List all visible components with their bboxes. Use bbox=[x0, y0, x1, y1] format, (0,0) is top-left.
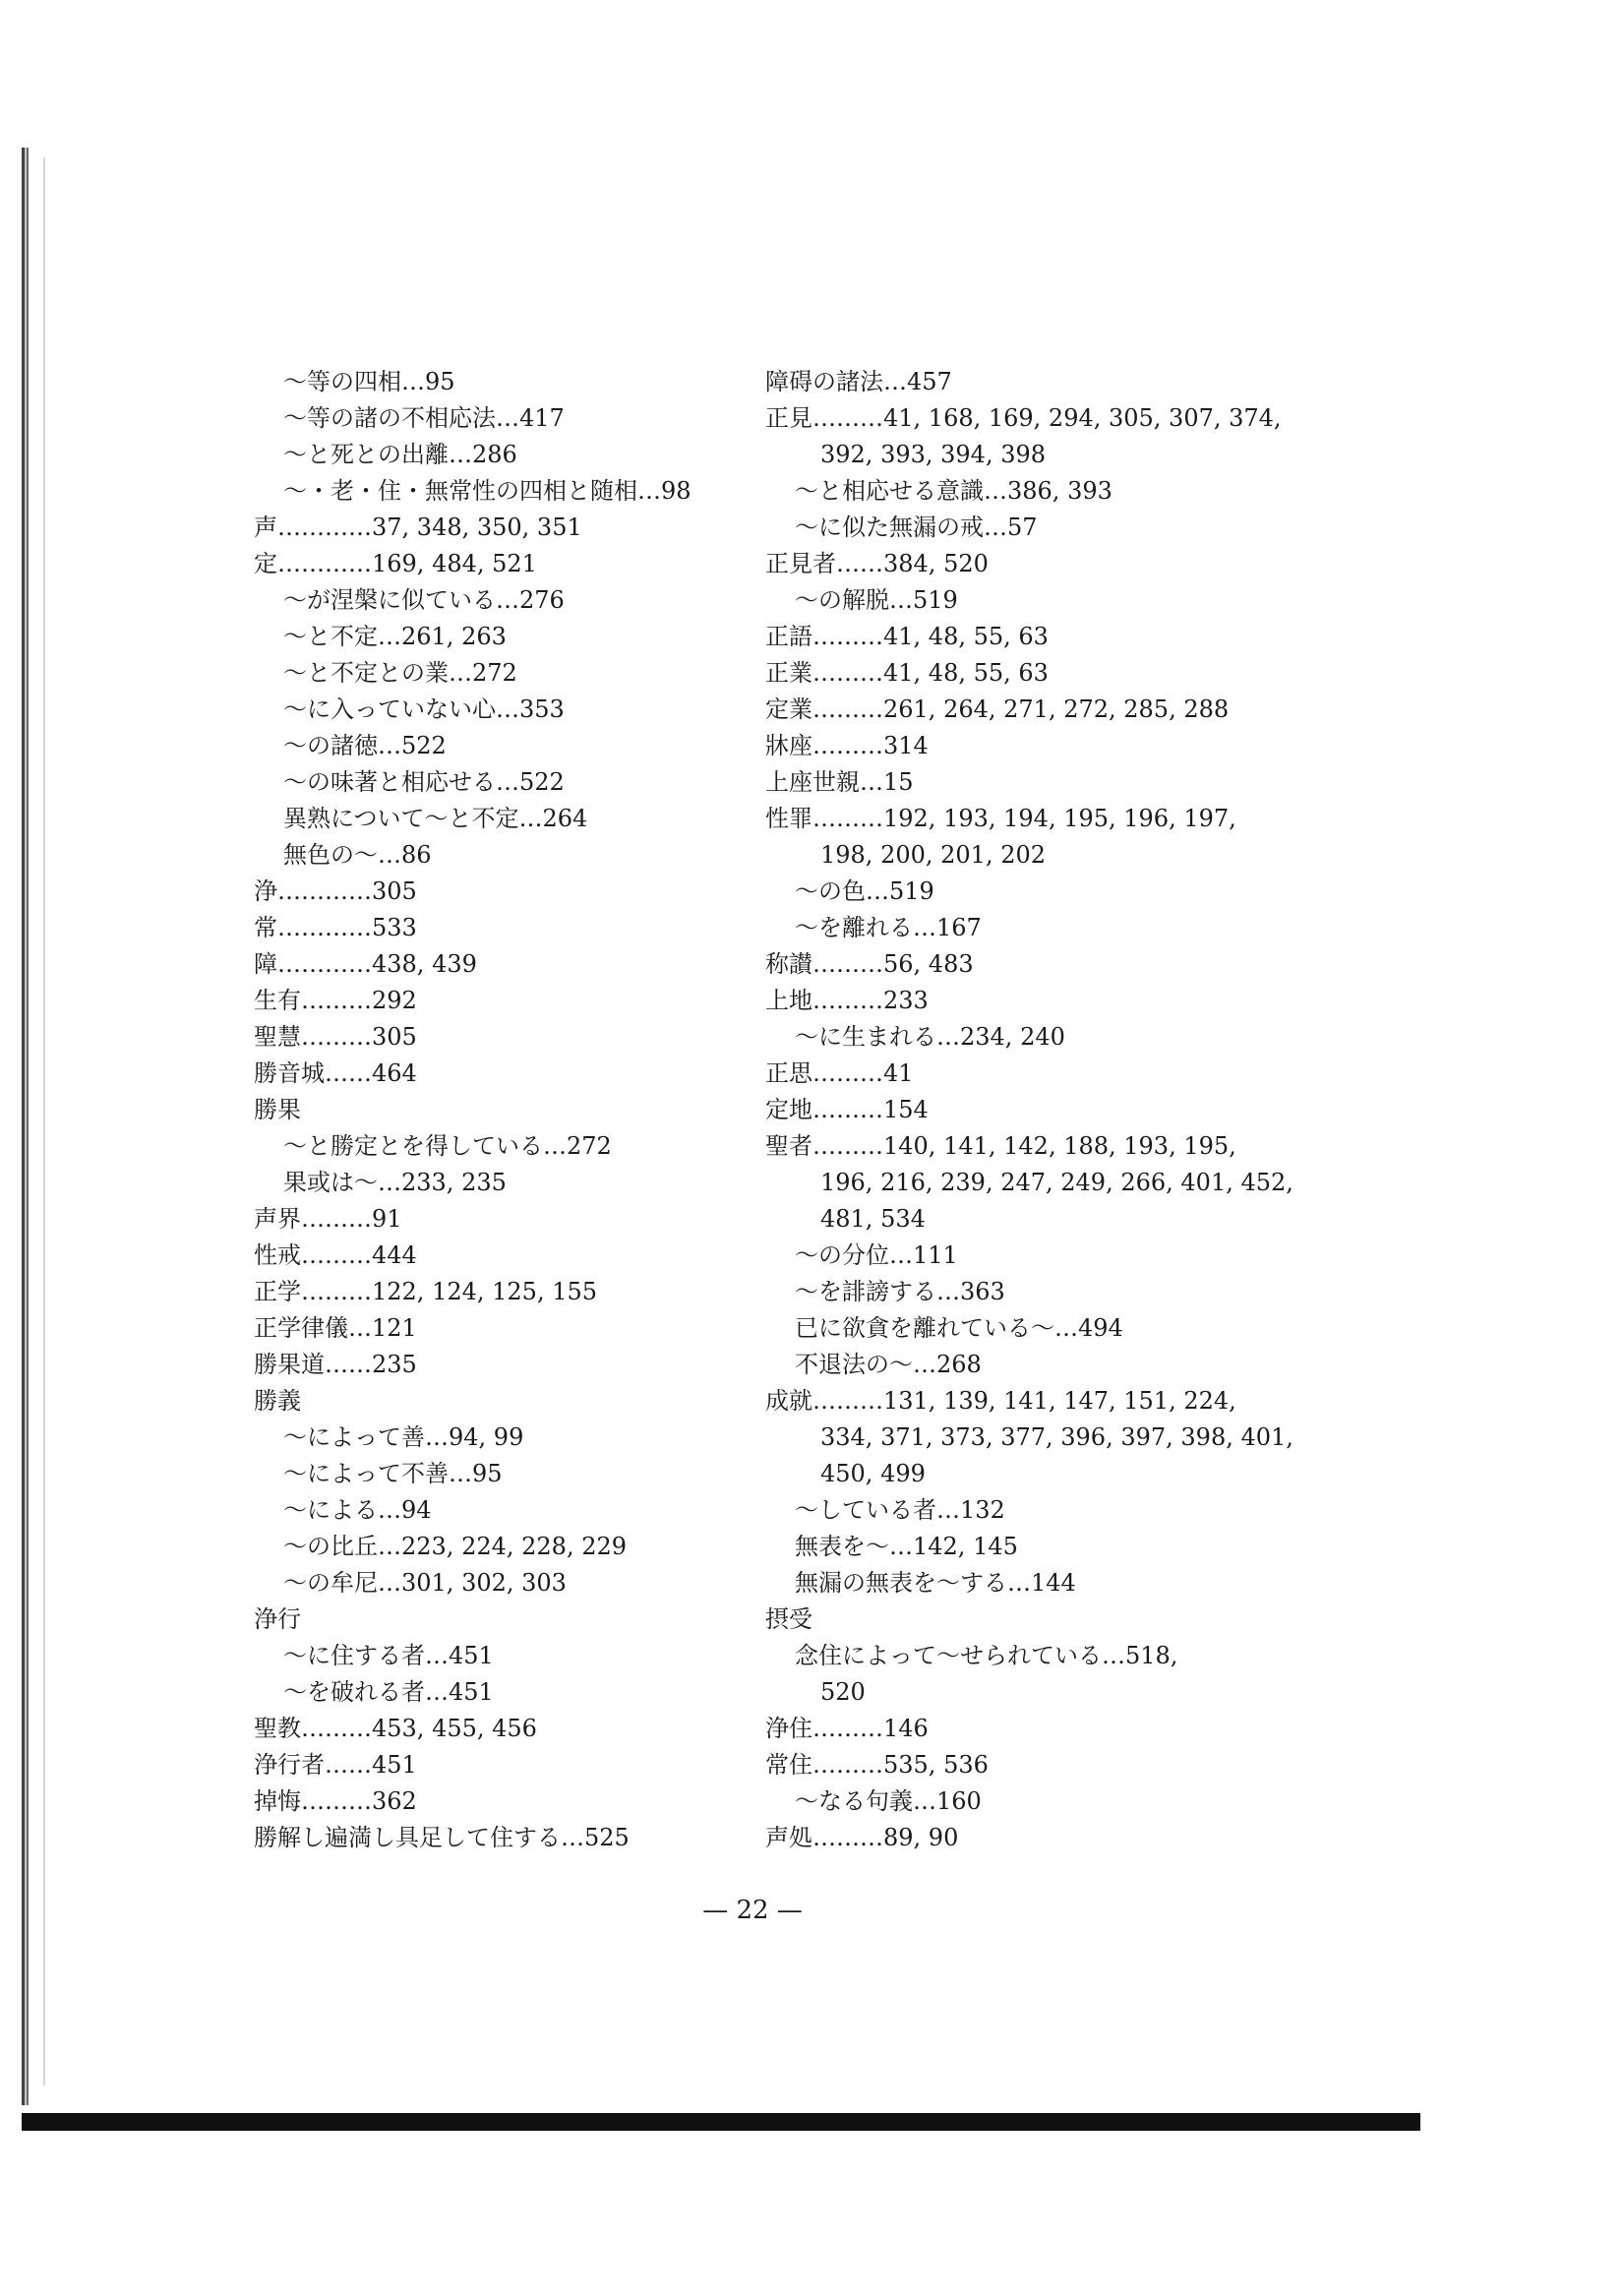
index-subentry: 無表を～…142, 145 bbox=[795, 1533, 1018, 1560]
index-subentry: ～と相応せる意識…386, 393 bbox=[795, 477, 1113, 505]
index-entry: 正学………122, 124, 125, 155 bbox=[254, 1278, 598, 1305]
index-subentry: 不退法の～…268 bbox=[795, 1351, 982, 1378]
index-subentry: 異熟について～と不定…264 bbox=[283, 805, 588, 832]
index-entry: 声…………37, 348, 350, 351 bbox=[254, 514, 582, 541]
index-column-left bbox=[254, 364, 805, 1856]
index-continuation: 520 bbox=[820, 1678, 866, 1706]
index-subentry: 已に欲貪を離れている～…494 bbox=[795, 1314, 1123, 1342]
index-entry: 聖慧………305 bbox=[254, 1023, 417, 1051]
index-entry: 定業………261, 264, 271, 272, 285, 288 bbox=[765, 695, 1230, 723]
index-entry: 聖者………140, 141, 142, 188, 193, 195, bbox=[765, 1132, 1236, 1160]
index-entry: 正見………41, 168, 169, 294, 305, 307, 374, bbox=[765, 404, 1282, 432]
index-subentry: ～の比丘…223, 224, 228, 229 bbox=[283, 1533, 628, 1560]
index-entry: 声処………89, 90 bbox=[765, 1824, 959, 1851]
index-entry: 正業………41, 48, 55, 63 bbox=[765, 659, 1049, 687]
index-subentry: ～している者…132 bbox=[795, 1496, 1005, 1524]
index-continuation: 196, 216, 239, 247, 249, 266, 401, 452, bbox=[820, 1169, 1293, 1196]
index-entry: 障…………438, 439 bbox=[254, 950, 477, 978]
index-subentry: ～による…94 bbox=[283, 1496, 432, 1524]
index-entry: 正学律儀…121 bbox=[254, 1314, 417, 1342]
scan-binding-shadow bbox=[43, 157, 45, 2085]
index-entry: 障碍の諸法…457 bbox=[765, 368, 952, 395]
index-entry: 正思………41 bbox=[765, 1059, 914, 1087]
page-number: — 22 — bbox=[702, 1896, 803, 1925]
index-entry: 勝解し遍満し具足して住する…525 bbox=[254, 1824, 630, 1851]
index-subentry: 無漏の無表を～する…144 bbox=[795, 1569, 1076, 1597]
index-subentry: ～を離れる…167 bbox=[795, 914, 982, 941]
index-subentry: ～の牟尼…301, 302, 303 bbox=[283, 1569, 567, 1597]
index-entry: 常住………535, 536 bbox=[765, 1751, 989, 1779]
index-entry: 聖教………453, 455, 456 bbox=[254, 1715, 537, 1742]
index-subentry: ～等の四相…95 bbox=[283, 368, 455, 395]
index-entry: 摂受 bbox=[765, 1605, 812, 1633]
index-entry: 声界………91 bbox=[254, 1205, 402, 1233]
index-subentry: ～が涅槃に似ている…276 bbox=[283, 586, 565, 614]
index-entry: 成就………131, 139, 141, 147, 151, 224, bbox=[765, 1387, 1236, 1415]
index-continuation: 334, 371, 373, 377, 396, 397, 398, 401, bbox=[820, 1423, 1293, 1451]
index-entry: 浄行 bbox=[254, 1605, 301, 1633]
index-subentry: ～・老・住・無常性の四相と随相…98 bbox=[283, 477, 692, 505]
index-subentry: ～と不定…261, 263 bbox=[283, 623, 507, 650]
index-column-right bbox=[765, 364, 1316, 1856]
scan-corner-mark bbox=[1407, 2112, 1416, 2124]
index-entry: 勝果道……235 bbox=[254, 1351, 417, 1378]
index-continuation: 392, 393, 394, 398 bbox=[820, 441, 1047, 468]
index-subentry: ～と不定との業…272 bbox=[283, 659, 517, 687]
index-entry: 浄行者……451 bbox=[254, 1751, 417, 1779]
index-continuation: 481, 534 bbox=[820, 1205, 926, 1233]
index-subentry: ～等の諸の不相応法…417 bbox=[283, 404, 565, 432]
index-subentry: ～の分位…111 bbox=[795, 1241, 958, 1269]
index-entry: 定地………154 bbox=[765, 1096, 929, 1123]
index-subentry: ～の色…519 bbox=[795, 877, 934, 905]
index-entry: 称讃………56, 483 bbox=[765, 950, 974, 978]
index-entry: 勝音城……464 bbox=[254, 1059, 417, 1087]
index-subentry: ～によって善…94, 99 bbox=[283, 1423, 524, 1451]
index-subentry: ～を破れる者…451 bbox=[283, 1678, 494, 1706]
index-entry: 正語………41, 48, 55, 63 bbox=[765, 623, 1049, 650]
index-entry: 掉悔………362 bbox=[254, 1787, 417, 1815]
index-subentry: 無色の～…86 bbox=[283, 841, 432, 869]
index-subentry: ～と勝定とを得している…272 bbox=[283, 1132, 612, 1160]
index-entry: 上地………233 bbox=[765, 987, 929, 1014]
index-subentry: ～に入っていない心…353 bbox=[283, 695, 565, 723]
index-subentry: ～の味著と相応せる…522 bbox=[283, 768, 565, 796]
index-entry: 勝果 bbox=[254, 1096, 301, 1123]
index-subentry: 果或は～…233, 235 bbox=[283, 1169, 507, 1196]
index-entry: 浄住………146 bbox=[765, 1715, 929, 1742]
index-entry: 上座世親…15 bbox=[765, 768, 914, 796]
index-subentry: ～の諸徳…522 bbox=[283, 732, 447, 759]
index-subentry: 念住によって～せられている…518, bbox=[795, 1642, 1178, 1669]
index-entry: 性罪………192, 193, 194, 195, 196, 197, bbox=[765, 805, 1236, 832]
index-subentry: ～によって不善…95 bbox=[283, 1460, 503, 1487]
index-continuation: 450, 499 bbox=[820, 1460, 926, 1487]
index-subentry: ～に似た無漏の戒…57 bbox=[795, 514, 1038, 541]
index-subentry: ～と死との出離…286 bbox=[283, 441, 517, 468]
index-entry: 勝義 bbox=[254, 1387, 301, 1415]
index-entry: 牀座………314 bbox=[765, 732, 929, 759]
index-entry: 浄…………305 bbox=[254, 877, 417, 905]
index-subentry: ～に生まれる…234, 240 bbox=[795, 1023, 1065, 1051]
index-subentry: ～なる句義…160 bbox=[795, 1787, 982, 1815]
index-entry: 性戒………444 bbox=[254, 1241, 417, 1269]
index-continuation: 198, 200, 201, 202 bbox=[820, 841, 1047, 869]
scan-binding-edge bbox=[22, 148, 29, 2105]
index-entry: 常…………533 bbox=[254, 914, 417, 941]
index-subentry: ～を誹謗する…363 bbox=[795, 1278, 1005, 1305]
index-subentry: ～の解脱…519 bbox=[795, 586, 958, 614]
scan-bottom-edge bbox=[22, 2113, 1420, 2131]
index-entry: 定…………169, 484, 521 bbox=[254, 550, 537, 577]
index-entry: 正見者……384, 520 bbox=[765, 550, 989, 577]
index-entry: 生有………292 bbox=[254, 987, 417, 1014]
index-subentry: ～に住する者…451 bbox=[283, 1642, 494, 1669]
